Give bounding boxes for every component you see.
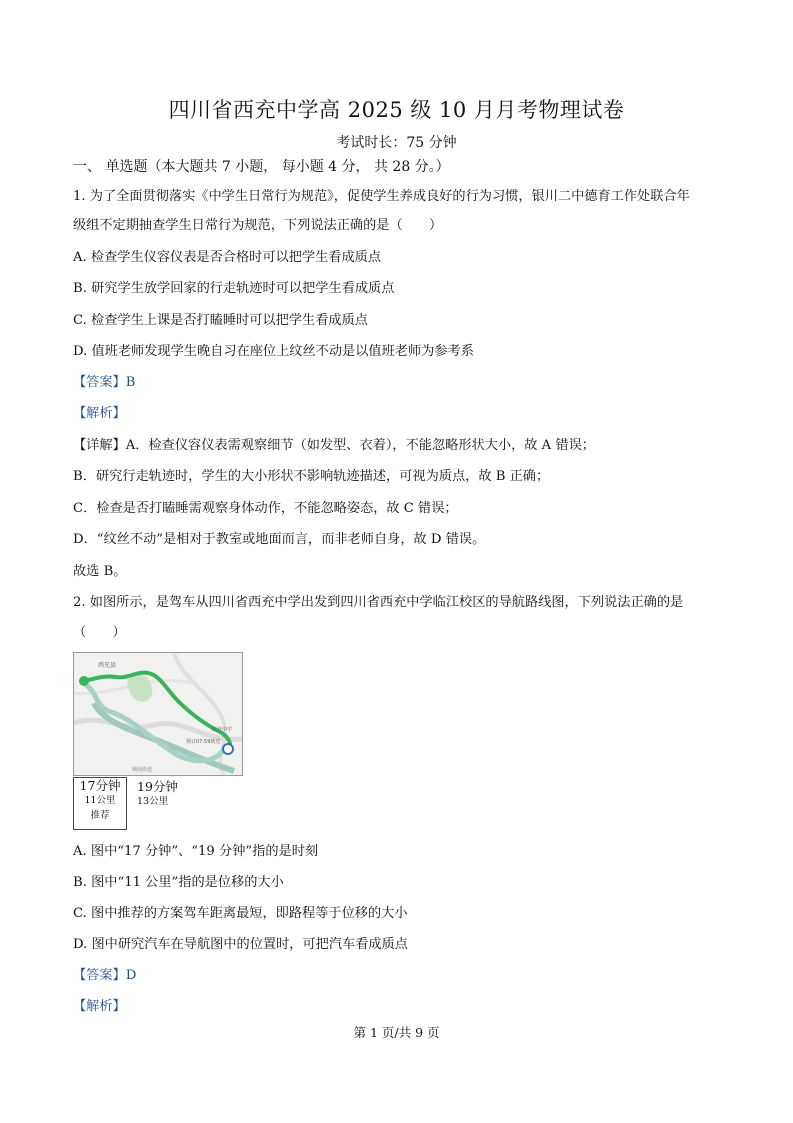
q2-stem-line2: （ ） xyxy=(73,625,126,640)
q1-answer: 【答案】B xyxy=(73,375,136,390)
q2-option-d: D. 图中研究汽车在导航图中的位置时，可把汽车看成质点 xyxy=(73,937,408,952)
route2-time: 19分钟 xyxy=(137,779,178,794)
q1-detail-2: B．研究行走轨迹时，学生的大小形状不影响轨迹描述，可视为质点，故 B 正确； xyxy=(73,469,550,484)
q2-option-b: B. 图中“11 公里”指的是位移的大小 xyxy=(73,875,284,890)
q1-option-d: D. 值班老师发现学生晚自习在座位上纹丝不动是以值班老师为参考系 xyxy=(73,344,474,359)
q1-option-a: A. 检查学生仪容仪表是否合格时可以把学生看成质点 xyxy=(73,250,382,265)
map-label-eta: 预计07:59到达 xyxy=(186,739,221,745)
map-graphic xyxy=(74,653,242,775)
route2-distance: 13公里 xyxy=(137,796,169,807)
route-option-recommended xyxy=(73,777,127,830)
exam-duration: 考试时长：75 分钟 xyxy=(336,135,457,151)
route1-distance: 11公里 xyxy=(84,795,116,806)
end-marker-icon xyxy=(223,744,233,754)
route1-time: 17分钟 xyxy=(79,778,121,793)
page-title: 四川省西充中学高 2025 级 10 月月考物理试卷 xyxy=(168,98,625,122)
q2-option-c: C. 图中推荐的方案驾车距离最短，即路程等于位移的大小 xyxy=(73,906,408,921)
start-marker-icon xyxy=(79,676,89,686)
q2-option-a: A. 图中“17 分钟”、“19 分钟”指的是时刻 xyxy=(73,844,319,859)
q1-analysis-heading: 【解析】 xyxy=(73,406,126,421)
q1-option-c: C. 检查学生上课是否打瞌睡时可以把学生看成质点 xyxy=(73,313,368,328)
q1-stem-line2: 级组不定期抽查学生日常行为规范，下列说法正确的是（ ） xyxy=(73,218,443,233)
map-label-road: 城南街道 xyxy=(132,767,153,773)
q1-option-b: B. 研究学生放学回家的行走轨迹时可以把学生看成质点 xyxy=(73,281,395,296)
section-heading: 一、 单选题（本大题共 7 小题， 每小题 4 分， 共 28 分。） xyxy=(73,159,450,175)
route-option-alt xyxy=(137,779,178,809)
q2-stem-line1: 2. 如图所示，是驾车从四川省西充中学出发到四川省西充中学临江校区的导航路线图，下列说法正确的是 xyxy=(73,595,684,610)
page-footer: 第 1 页/共 9 页 xyxy=(353,1025,440,1040)
map-label-end: 西充中学 xyxy=(212,727,233,733)
q1-detail-4: D．“纹丝不动”是相对于教室或地面而言，而非老师自身，故 D 错误。 xyxy=(73,532,486,547)
q2-answer: 【答案】D xyxy=(73,968,137,983)
q1-stem-line1: 1. 为了全面贯彻落实《中学生日常行为规范》，促使学生养成良好的行为习惯，银川二中德育工作处联合年 xyxy=(73,189,690,204)
q1-detail-1: 【详解】A．检查仪容仪表需观察细节（如发型、衣着），不能忽略形状大小，故 A 错误； xyxy=(73,438,595,453)
q1-conclusion: 故选 B。 xyxy=(73,564,127,579)
q1-detail-3: C．检查是否打瞌睡需观察身体动作，不能忽略姿态，故 C 错误； xyxy=(73,501,458,516)
map-label-start: 西充县 xyxy=(98,662,117,669)
navigation-map-image xyxy=(73,652,243,776)
route1-note: 推荐 xyxy=(90,810,110,821)
q2-analysis-heading: 【解析】 xyxy=(73,999,126,1014)
